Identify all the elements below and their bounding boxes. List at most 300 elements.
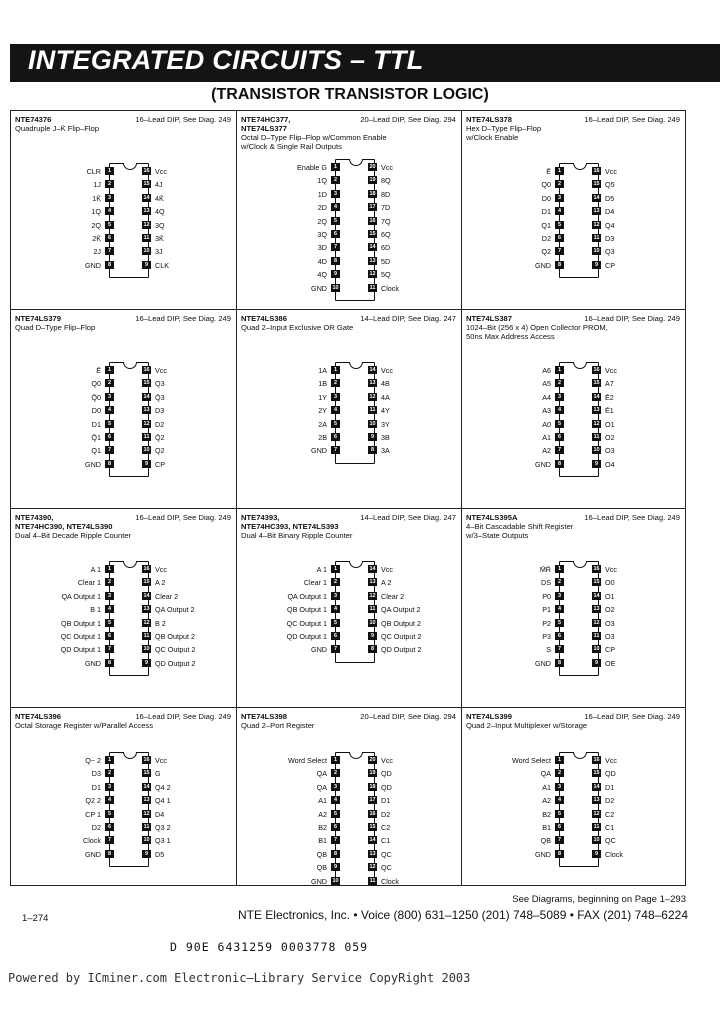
pin-left xyxy=(462,246,564,257)
pin-left xyxy=(237,445,340,456)
pin-number: 1 xyxy=(331,163,340,171)
pin-number: 11 xyxy=(593,235,600,241)
part-number: NTE74LS399 xyxy=(466,712,513,721)
pin-number: 11 xyxy=(143,434,150,440)
package-ref: 16–Lead DIP, See Diag. 249 xyxy=(584,712,680,721)
pin-left xyxy=(11,246,114,257)
pin1-notch xyxy=(123,163,137,170)
pin-number: 4 xyxy=(331,203,340,211)
pin-right xyxy=(592,392,686,403)
pin-number: 13 xyxy=(593,407,600,414)
ic-description: Quad 2–Input Exclusive OR Gate xyxy=(241,323,354,332)
pin-number: 12 xyxy=(593,619,600,626)
pin-number: 3 xyxy=(555,592,564,600)
pin-label: GND xyxy=(85,849,101,859)
pin-label: OE xyxy=(605,658,616,668)
pin-number: 6 xyxy=(331,632,340,640)
part-number: NTE74HC377, NTE74LS377 xyxy=(241,115,291,133)
pin-label: 1D xyxy=(317,189,327,199)
pin-left xyxy=(11,432,114,443)
pin-left xyxy=(462,644,564,655)
pin-number: 8 xyxy=(555,261,564,269)
pin-label: QA xyxy=(316,769,327,779)
pin-label: B2 xyxy=(542,809,551,819)
pin-number: 19 xyxy=(369,177,376,184)
pin-number: 15 xyxy=(593,770,600,777)
pin-number: 14 xyxy=(369,244,376,251)
pin-right xyxy=(592,419,686,430)
pin-left xyxy=(11,658,114,669)
pin-left xyxy=(237,256,340,267)
package-ref: 16–Lead DIP, See Diag. 249 xyxy=(584,115,680,124)
pin-right xyxy=(142,405,237,416)
pin-right xyxy=(368,256,462,267)
pin-label: QA Output 1 xyxy=(287,591,327,601)
pin-label: A2 xyxy=(318,809,327,819)
pin-label: 3B xyxy=(381,433,390,442)
pin-left xyxy=(11,260,114,271)
pin-right xyxy=(368,755,462,766)
pin-right xyxy=(142,459,237,470)
pin-label: Q1 xyxy=(91,446,101,456)
pin-label: CP xyxy=(155,459,165,469)
ic-description: 50ns Max Address Access xyxy=(466,332,555,341)
pin-left xyxy=(462,618,564,629)
pin-left xyxy=(11,782,114,793)
pin-number: 14 xyxy=(143,393,150,400)
pin-label: Vcc xyxy=(155,167,167,176)
ic-description: Hex D–Type Flip–Flop xyxy=(466,124,542,133)
pin-number: 9 xyxy=(142,460,151,468)
pin-left xyxy=(11,795,114,806)
pin-left xyxy=(237,591,340,602)
pin-number: 5 xyxy=(105,221,114,229)
pin-number: 12 xyxy=(593,221,600,228)
pin-left xyxy=(11,849,114,860)
pin-label: QD xyxy=(381,769,392,779)
ic-cell xyxy=(11,509,237,708)
pin-number: 17 xyxy=(369,797,376,804)
pin-left xyxy=(237,768,340,779)
pin-label: Vcc xyxy=(155,366,167,375)
pin-label: O2 xyxy=(605,605,615,615)
pin-number: 5 xyxy=(555,221,564,229)
pin-label: 6Q xyxy=(381,230,391,239)
ic-cell xyxy=(11,310,237,509)
pin-number: 13 xyxy=(143,797,150,804)
pin-number: 4 xyxy=(331,406,340,414)
pin-label: A1 xyxy=(318,796,327,806)
pin-label: A6 xyxy=(542,366,551,375)
pin-number: 11 xyxy=(369,877,376,884)
pin-left xyxy=(237,577,340,588)
ic-cell xyxy=(11,708,237,886)
pin-label: 2A xyxy=(318,419,327,429)
pin-label: A2 xyxy=(542,446,551,456)
pin-left xyxy=(462,179,564,190)
pin-label: D4 xyxy=(605,207,615,217)
package-ref: 16–Lead DIP, See Diag. 249 xyxy=(135,513,231,522)
pin-label: O3 xyxy=(605,618,615,628)
pin-number: 2 xyxy=(105,379,114,387)
pin-right xyxy=(368,822,462,833)
pin-label: D1 xyxy=(605,782,615,792)
pin-right xyxy=(142,631,237,642)
page-number: 1–274 xyxy=(22,913,49,924)
pin-label: Clear 1 xyxy=(77,578,101,588)
pin-label: Clock xyxy=(83,836,101,846)
pin-label: Q3 xyxy=(155,379,165,389)
pin-number: 1 xyxy=(555,167,564,175)
pin-number: 7 xyxy=(331,645,340,653)
pin-label: C1 xyxy=(381,836,391,846)
pin-number: 3 xyxy=(555,783,564,791)
package-ref: 20–Lead DIP, See Diag. 294 xyxy=(360,712,456,721)
pin-number: 19 xyxy=(369,770,376,777)
pin-number: 5 xyxy=(555,420,564,428)
pin-number: 4 xyxy=(555,796,564,804)
pin-right xyxy=(142,849,237,860)
pin-number: 18 xyxy=(369,783,376,790)
pin-left xyxy=(237,216,340,227)
pin-number: 10 xyxy=(593,646,600,653)
pin-label: D2 xyxy=(381,809,391,819)
pin-left xyxy=(237,564,340,575)
pin-label: 2Y xyxy=(318,406,327,416)
part-number: NTE74LS387 xyxy=(466,314,513,323)
pin-right xyxy=(368,269,462,280)
pin-number: 5 xyxy=(105,810,114,818)
pin-right xyxy=(592,166,686,177)
pin-left xyxy=(11,577,114,588)
package-ref: 14–Lead DIP, See Diag. 247 xyxy=(360,513,456,522)
pin-right xyxy=(592,591,686,602)
pin-number: 15 xyxy=(369,231,376,237)
pin-left xyxy=(11,591,114,602)
pin-number: 10 xyxy=(332,284,339,291)
pin-label: 1B xyxy=(318,379,327,389)
pin1-notch xyxy=(573,163,587,170)
pin-number: 12 xyxy=(369,271,376,278)
pin-left xyxy=(462,365,564,376)
pin-label: Q̄1 xyxy=(91,433,101,442)
pin-label: B 1 xyxy=(90,605,101,615)
pin-left xyxy=(237,432,340,443)
pin-label: QC Output 2 xyxy=(155,645,196,655)
ic-description: Octal Storage Register w/Parallel Access xyxy=(15,721,154,730)
pin-label: B2 xyxy=(318,823,327,832)
pin-number: 11 xyxy=(143,633,150,639)
pin-left xyxy=(462,193,564,204)
pin-number: 4 xyxy=(555,207,564,215)
pin-label: GND xyxy=(311,283,327,293)
pin-label: Vcc xyxy=(381,163,393,172)
pin-right xyxy=(142,604,237,615)
pin-right xyxy=(592,835,686,846)
ic-cell xyxy=(462,708,686,886)
pin-label: A7 xyxy=(605,379,614,389)
pin-left xyxy=(11,392,114,403)
pin-right xyxy=(142,233,237,244)
pin-left xyxy=(237,835,340,846)
pin-number: 13 xyxy=(593,606,600,613)
pin-number: 14 xyxy=(143,194,150,201)
pin-left xyxy=(237,849,340,860)
pin-number: 16 xyxy=(593,566,600,572)
powered-by-line: Powered by ICminer.com Electronic–Library Service CopyRight 2003 xyxy=(8,971,471,985)
pin-label: B1 xyxy=(318,836,327,846)
pin-right xyxy=(368,564,462,575)
pin-label: GND xyxy=(85,658,101,668)
pin-right xyxy=(368,162,462,173)
pin-left xyxy=(462,445,564,456)
pin-right xyxy=(368,835,462,846)
pin-label: 3Q xyxy=(317,230,327,239)
ic-description: 1024–Bit (256 x 4) Open Collector PROM, xyxy=(466,323,608,332)
pin-number: 3 xyxy=(331,592,340,600)
pin-number: 14 xyxy=(369,367,376,373)
pin-left xyxy=(462,822,564,833)
pin-label: O3 xyxy=(605,446,615,456)
pin-number: 4 xyxy=(105,406,114,414)
pin-label: GND xyxy=(535,849,551,859)
pin-right xyxy=(368,795,462,806)
pin-label: QB Output 2 xyxy=(155,632,195,641)
pin-number: 5 xyxy=(555,810,564,818)
pin-number: 8 xyxy=(331,850,340,858)
pin-number: 6 xyxy=(331,230,340,238)
pin-left xyxy=(11,768,114,779)
pin1-notch xyxy=(123,362,137,369)
pin-right xyxy=(592,604,686,615)
pin-left xyxy=(237,419,340,430)
pin-number: 6 xyxy=(555,823,564,831)
pin-right xyxy=(592,577,686,588)
pin-left xyxy=(11,822,114,833)
pin-number: 9 xyxy=(592,261,601,269)
pin-label: Q3 1 xyxy=(155,836,171,846)
pin-left xyxy=(462,432,564,443)
pin-right xyxy=(142,378,237,389)
ic-grid xyxy=(10,110,686,886)
pin-right xyxy=(142,445,237,456)
pin-left xyxy=(237,365,340,376)
pin-number: 13 xyxy=(369,257,376,264)
pin-number: 6 xyxy=(331,823,340,831)
pin-left xyxy=(11,193,114,204)
pin-label: A 2 xyxy=(381,578,392,588)
pin-number: 1 xyxy=(555,366,564,374)
pin-number: 16 xyxy=(593,168,600,174)
pin-left xyxy=(237,378,340,389)
ic-cell xyxy=(237,310,462,509)
pin-label: Q5 xyxy=(605,180,615,190)
pin-label: CLR xyxy=(86,167,101,176)
pin-right xyxy=(368,365,462,376)
pin1-notch xyxy=(349,362,363,369)
pin-left xyxy=(462,419,564,430)
pin-number: 8 xyxy=(105,659,114,667)
pin-label: P0 xyxy=(542,591,551,601)
pin-number: 10 xyxy=(369,619,376,626)
pin-label: Q− 2 xyxy=(85,756,101,765)
pin1-notch xyxy=(349,561,363,568)
pin-left xyxy=(237,604,340,615)
pin-left xyxy=(11,445,114,456)
pin-label: D2 xyxy=(605,796,615,806)
part-number: NTE74393, NTE74HC393, NTE74LS393 xyxy=(241,513,339,531)
pin-number: 8 xyxy=(105,850,114,858)
pin-left xyxy=(462,795,564,806)
pin-number: 14 xyxy=(369,566,376,572)
pin-number: 13 xyxy=(593,797,600,804)
pin-number: 12 xyxy=(369,864,376,871)
pin-right xyxy=(368,175,462,186)
pin-label: GND xyxy=(311,446,327,456)
pin-label: 1A xyxy=(318,366,327,375)
pin-number: 13 xyxy=(143,407,150,414)
ic-cell xyxy=(462,509,686,708)
pin-number: 7 xyxy=(105,446,114,454)
pin-number: 7 xyxy=(555,645,564,653)
pin-number: 9 xyxy=(368,433,377,441)
pin-right xyxy=(592,365,686,376)
pin-right xyxy=(592,822,686,833)
pin-label: D3 xyxy=(155,406,165,416)
pin-label: D5 xyxy=(605,193,615,203)
pin-right xyxy=(142,835,237,846)
pin-number: 2 xyxy=(331,769,340,777)
pin-label: 4A xyxy=(381,392,390,402)
pin-right xyxy=(592,644,686,655)
pin-number: 7 xyxy=(555,247,564,255)
pin-number: 9 xyxy=(592,460,601,468)
part-number: NTE74376 xyxy=(15,115,52,124)
pin-right xyxy=(368,577,462,588)
ic-description: w/3–State Outputs xyxy=(466,531,529,540)
pin-number: 2 xyxy=(331,176,340,184)
pin-left xyxy=(462,631,564,642)
pin-right xyxy=(368,876,462,886)
pin-label: GND xyxy=(535,459,551,469)
pin-left xyxy=(11,809,114,820)
pin-number: 2 xyxy=(555,578,564,586)
package-ref: 16–Lead DIP, See Diag. 249 xyxy=(135,314,231,323)
pin-label: QB Output 2 xyxy=(381,618,421,628)
pin-label: QB Output 1 xyxy=(61,618,101,628)
pin-number: 8 xyxy=(555,850,564,858)
pin-number: 2 xyxy=(331,578,340,586)
pin-label: Q̄0 xyxy=(91,392,101,402)
pin-label: D1 xyxy=(91,782,101,792)
pin-number: 10 xyxy=(369,420,376,427)
pin-number: 5 xyxy=(331,810,340,818)
pin-label: B1 xyxy=(542,823,551,832)
pin-label: 3D xyxy=(317,243,327,253)
pin-label: 2Q xyxy=(317,216,327,226)
pin-right xyxy=(142,206,237,217)
pin-label: P3 xyxy=(542,632,551,641)
pin-number: 7 xyxy=(105,645,114,653)
pin-number: 2 xyxy=(331,379,340,387)
pin-number: 14 xyxy=(593,592,600,599)
pin-label: Q4 1 xyxy=(155,796,171,806)
pin-right xyxy=(368,283,462,294)
pin-number: 9 xyxy=(142,261,151,269)
pin-number: 10 xyxy=(593,248,600,255)
part-number: NTE74LS398 xyxy=(241,712,288,721)
pin-left xyxy=(237,242,340,253)
pin-right xyxy=(592,795,686,806)
page-title: INTEGRATED CIRCUITS – TTL xyxy=(28,45,424,75)
company-contact: NTE Electronics, Inc. • Voice (800) 631–1250 (201) 748–5089 • FAX (201) 748–6224 xyxy=(237,908,688,922)
pin-right xyxy=(368,229,462,240)
pin-label: D1 xyxy=(381,796,391,806)
pin-left xyxy=(11,604,114,615)
pin-label: QC Output 1 xyxy=(286,618,327,628)
pin-label: A5 xyxy=(542,379,551,389)
pin-left xyxy=(11,220,114,231)
pin-left xyxy=(11,233,114,244)
pin-number: 5 xyxy=(331,619,340,627)
pin-label: Q2 2 xyxy=(85,796,101,806)
pin-number: 2 xyxy=(105,180,114,188)
pin-number: 10 xyxy=(143,646,150,653)
pin-right xyxy=(368,189,462,200)
pin-label: Enable G xyxy=(297,163,327,172)
pin-right xyxy=(142,365,237,376)
pin-number: 3 xyxy=(555,194,564,202)
pin-right xyxy=(368,782,462,793)
ic-description: Quad 2–Input Multiplexer w/Storage xyxy=(466,721,588,730)
pin-label: Q2 xyxy=(541,247,551,257)
pin-left xyxy=(237,202,340,213)
pin-label: P2 xyxy=(542,618,551,628)
ic-description: Quadruple J–K̄ Flip–Flop xyxy=(15,124,99,133)
pin-right xyxy=(368,862,462,873)
pin-right xyxy=(368,618,462,629)
pin-label: Clear 2 xyxy=(381,591,405,601)
pin-number: 16 xyxy=(593,757,600,763)
pin-label: D1 xyxy=(541,207,551,217)
pin-number: 8 xyxy=(331,257,340,265)
pin-number: 10 xyxy=(143,248,150,255)
barcode-line: D 90E 6431259 0003778 059 xyxy=(170,940,369,954)
pin-number: 1 xyxy=(555,756,564,764)
pin-label: Q̄3 xyxy=(155,392,165,402)
pin-left xyxy=(462,768,564,779)
pin-label: S xyxy=(546,645,551,655)
pin-label: QB xyxy=(316,863,327,873)
pin-left xyxy=(462,459,564,470)
pin-label: Vcc xyxy=(605,167,617,176)
pin-number: 9 xyxy=(142,850,151,858)
pin-number: 11 xyxy=(143,824,150,830)
pin-right xyxy=(368,392,462,403)
pin-right xyxy=(368,216,462,227)
pin-label: QB xyxy=(540,836,551,846)
pin-label: Vcc xyxy=(605,756,617,765)
pin-right xyxy=(142,260,237,271)
pin-right xyxy=(368,419,462,430)
pin-number: 12 xyxy=(369,592,376,599)
pin-label: QA Output 1 xyxy=(61,591,101,601)
pin-right xyxy=(368,202,462,213)
pin-number: 5 xyxy=(331,217,340,225)
part-number: NTE74390, NTE74HC390, NTE74LS390 xyxy=(15,513,113,531)
pin-label: A 1 xyxy=(316,565,327,574)
pin-label: C2 xyxy=(605,809,615,819)
